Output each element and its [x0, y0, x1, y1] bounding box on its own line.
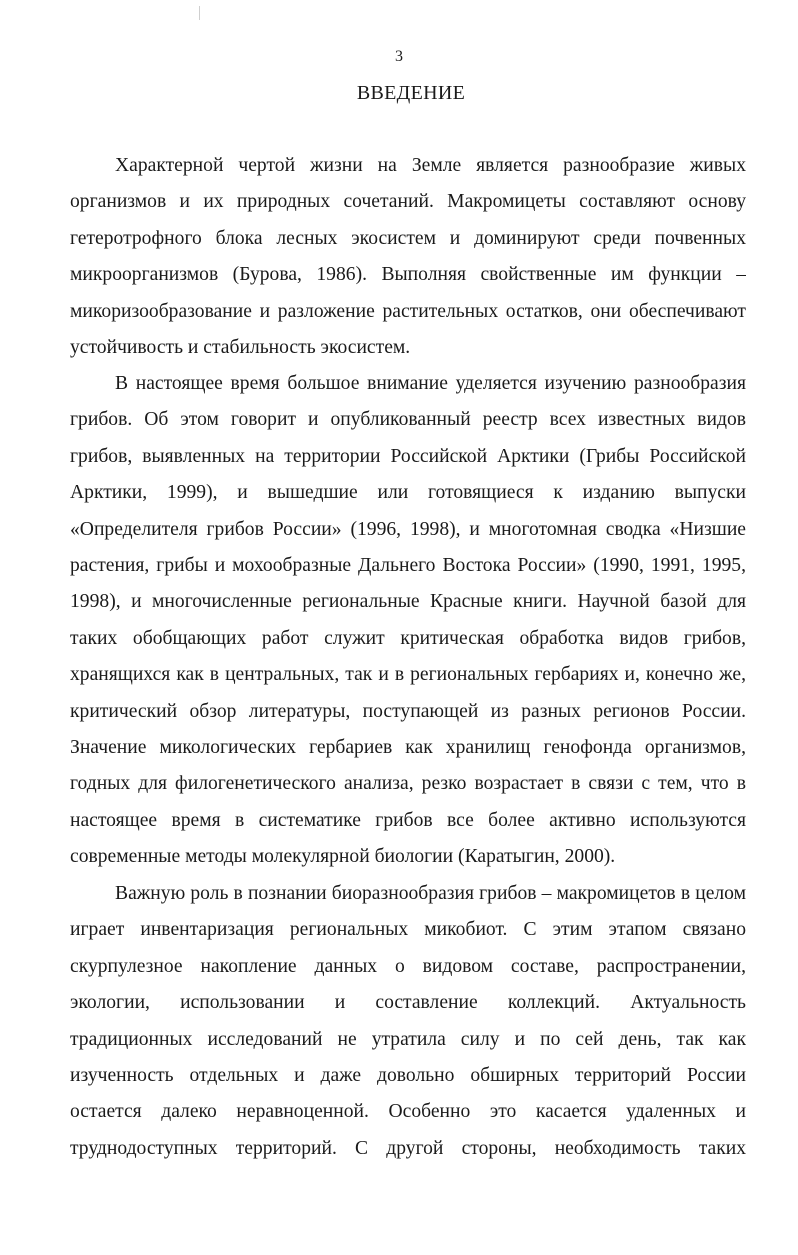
- text-line: хранящихся как в центральных, так и в региональных гербариях и, конечно же,: [70, 664, 746, 686]
- text-line: скурпулезное накопление данных о видовом составе, распространении,: [70, 955, 746, 977]
- text-line: грибов, выявленных на территории Российской Арктики (Грибы Российской: [70, 445, 746, 467]
- text-line: растения, грибы и мохообразные Дальнего Востока России» (1990, 1991, 1995,: [70, 554, 746, 576]
- text-line: микоризообразование и разложение растительных остатков, они обеспечивают: [70, 300, 746, 322]
- text-line: Характерной чертой жизни на Земле является разнообразие живых: [115, 155, 746, 176]
- page-number: 3: [395, 48, 403, 65]
- text-line: Значение микологических гербариев как хранилищ генофонда организмов,: [70, 736, 746, 758]
- text-line: организмов и их природных сочетаний. Макромицеты составляют основу: [70, 191, 746, 213]
- text-line: традиционных исследований не утратила силу и по сей день, так как: [70, 1028, 746, 1050]
- text-line: «Определителя грибов России» (1996, 1998), и многотомная сводка «Низшие: [70, 518, 746, 540]
- text-line: критический обзор литературы, поступающей из разных регионов России.: [70, 700, 746, 722]
- text-line: годных для филогенетического анализа, резко возрастает в связи с тем, что в: [70, 773, 746, 795]
- text-line: В настоящее время большое внимание уделяется изучению разнообразия: [115, 373, 746, 394]
- paragraph-2: [70, 366, 746, 875]
- scan-artifact: [199, 6, 200, 20]
- text-line: современные методы молекулярной биологии (Каратыгин, 2000).: [70, 846, 616, 868]
- text-line: труднодоступных территорий. С другой стороны, необходимость таких: [70, 1137, 746, 1159]
- text-line: устойчивость и стабильность экосистем.: [70, 336, 411, 358]
- text-line: таких обобщающих работ служит критическая обработка видов грибов,: [70, 627, 746, 649]
- text-line: играет инвентаризация региональных микобиот. С этим этапом связано: [70, 919, 746, 941]
- text-line: настоящее время в систематике грибов все более активно используются: [70, 809, 746, 831]
- paragraph-1: [70, 148, 746, 366]
- text-line: Важную роль в познании биоразнообразия грибов – макромицетов в целом: [115, 883, 746, 904]
- text-line: микроорганизмов (Бурова, 1986). Выполняя свойственные им функции –: [70, 264, 746, 286]
- text-line: экологии, использовании и составление коллекций. Актуальность: [70, 992, 746, 1014]
- text-line: Арктики, 1999), и вышедшие или готовящиеся к изданию выпуски: [70, 482, 746, 504]
- page-title: ВВЕДЕНИЕ: [356, 82, 466, 104]
- text-line: остается далеко неравноценной. Особенно это касается удаленных и: [70, 1101, 746, 1123]
- text-line: 1998), и многочисленные региональные Красные книги. Научной базой для: [70, 591, 746, 613]
- text-line: гетеротрофного блока лесных экосистем и доминируют среди почвенных: [70, 227, 746, 249]
- text-line: грибов. Об этом говорит и опубликованный реестр всех известных видов: [70, 409, 746, 431]
- text-line: изученность отдельных и даже довольно обширных территорий России: [70, 1064, 746, 1086]
- paragraph-3: [70, 876, 746, 1167]
